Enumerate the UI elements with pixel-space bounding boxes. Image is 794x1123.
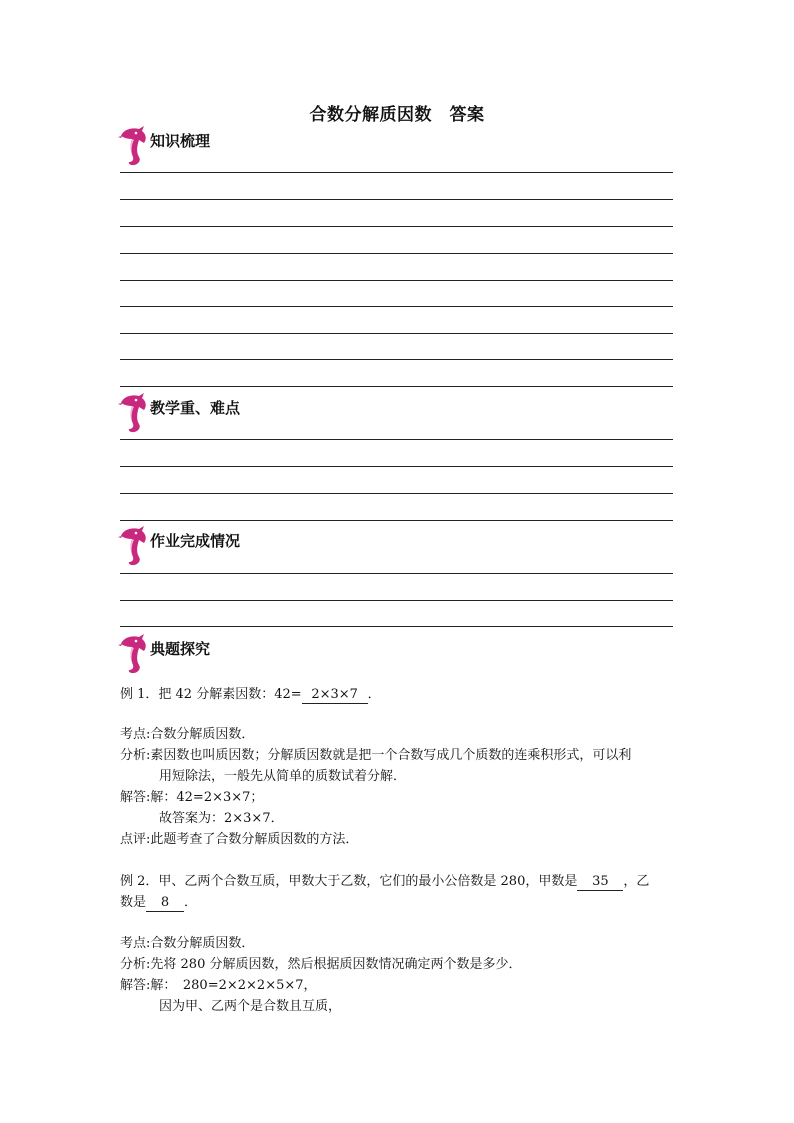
writing-line <box>120 600 673 601</box>
writing-line <box>120 226 673 227</box>
writing-line <box>120 386 673 387</box>
writing-line <box>120 333 673 334</box>
example-2-kaodian: 考点:合数分解质因数． <box>120 936 255 951</box>
dolphin-icon <box>117 391 149 435</box>
example-2-fenxi: 分析:先将 280 分解质因数，然后根据质因数情况确定两个数是多少． <box>120 957 522 972</box>
writing-line <box>120 493 673 494</box>
example-2-jieda-cont: 因为甲、乙两个是合数且互质， <box>159 999 342 1014</box>
writing-line <box>120 199 673 200</box>
example-1-jieda: 解答:解：42=2×3×7； <box>120 790 264 805</box>
dolphin-icon <box>117 124 149 168</box>
example-2-jieda: 解答:解： 280=2×2×2×5×7， <box>120 978 317 993</box>
example-1-answer: 2×3×7 <box>302 687 368 704</box>
section-heading-examples: 典题探究 <box>150 640 211 658</box>
section-heading-homework: 作业完成情况 <box>150 532 241 550</box>
example-2-answer-jia: 35 <box>577 874 623 891</box>
example-1-kaodian: 考点:合数分解质因数． <box>120 727 255 742</box>
section-heading-key-points: 教学重、难点 <box>150 399 241 417</box>
writing-line <box>120 306 673 307</box>
example-1-dianping: 点评:此题考查了合数分解质因数的方法． <box>120 832 359 847</box>
example-1-fenxi-cont: 用短除法，一般先从简单的质数试着分解． <box>159 769 407 784</box>
section-heading-knowledge: 知识梳理 <box>150 132 211 150</box>
writing-line <box>120 172 673 173</box>
example-2-answer-yi: 8 <box>146 895 184 912</box>
example-1-question: 例 1．把 42 分解素因数：42= 2×3×7 ． <box>120 687 381 702</box>
example-2-question: 例 2．甲、乙两个合数互质，甲数大于乙数，它们的最小公倍数是 280，甲数是 35 ，乙 <box>120 874 650 889</box>
writing-line <box>120 626 673 627</box>
dolphin-icon <box>117 632 149 676</box>
dolphin-icon <box>117 524 149 568</box>
writing-line <box>120 520 673 521</box>
page-title: 合数分解质因数 答案 <box>309 105 485 125</box>
example-1-fenxi: 分析:素因数也叫质因数；分解质因数就是把一个合数写成几个质数的连乘积形式，可以利 <box>120 748 632 763</box>
writing-line <box>120 439 673 440</box>
writing-line <box>120 359 673 360</box>
writing-line <box>120 573 673 574</box>
writing-line <box>120 466 673 467</box>
writing-line <box>120 280 673 281</box>
example-2-question-cont: 数是 8 ． <box>120 895 198 910</box>
example-1-jieda-cont: 故答案为：2×3×7． <box>159 811 284 826</box>
writing-line <box>120 253 673 254</box>
